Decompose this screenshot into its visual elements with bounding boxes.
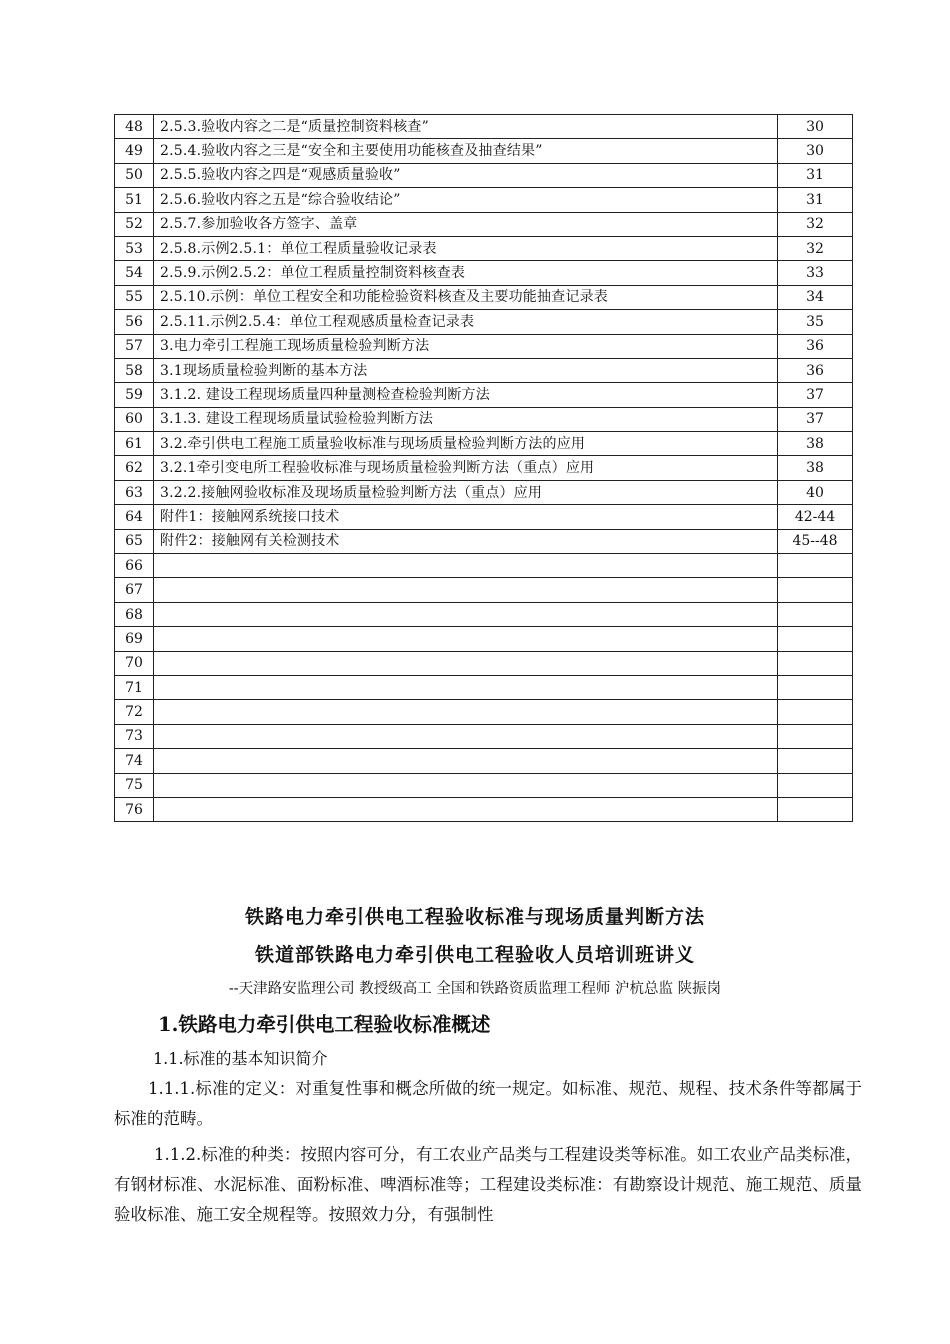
toc-row: [115, 358, 853, 382]
toc-row-page: [778, 675, 853, 699]
toc-row-number: 63: [115, 480, 154, 504]
toc-row-page: 31: [778, 163, 853, 187]
toc-row-page: [778, 651, 853, 675]
toc-row-title: [154, 797, 778, 821]
toc-row-page: [778, 554, 853, 578]
toc-row-page: 32: [778, 236, 853, 260]
toc-row: [115, 724, 853, 748]
toc-row-page: [778, 773, 853, 797]
paragraph-definition: 1.1.1.标准的定义：对重复性事和概念所做的统一规定。如标准、规范、规程、技术条件等都属于标准的范畴。: [114, 1079, 862, 1128]
toc-row-title: 3.电力牵引工程施工现场质量检验判断方法: [154, 334, 778, 358]
toc-row-number: 60: [115, 407, 154, 431]
toc-row: [115, 310, 853, 334]
toc-row-number: 65: [115, 529, 154, 553]
toc-row: [115, 236, 853, 260]
toc-row-page: 38: [778, 432, 853, 456]
toc-row-page: 37: [778, 383, 853, 407]
toc-row-page: 45--48: [778, 529, 853, 553]
toc-row-title: [154, 675, 778, 699]
toc-table: [114, 114, 853, 822]
document-title: 铁路电力牵引供电工程验收标准与现场质量判断方法: [244, 906, 705, 928]
toc-row-title: 2.5.6.验收内容之五是“综合验收结论”: [154, 188, 778, 212]
toc-row-number: 75: [115, 773, 154, 797]
toc-row-number: 73: [115, 724, 154, 748]
toc-row-title: [154, 749, 778, 773]
toc-row: [115, 749, 853, 773]
toc-row-title: [154, 578, 778, 602]
section-heading: 1.铁路电力牵引供电工程验收标准概述: [158, 1013, 491, 1036]
toc-row-title: 附件1：接触网系统接口技术: [154, 505, 778, 529]
toc-row-title: 3.1现场质量检验判断的基本方法: [154, 358, 778, 382]
toc-row-page: 38: [778, 456, 853, 480]
toc-row: [115, 261, 853, 285]
toc-row-title: [154, 724, 778, 748]
toc-row-title: [154, 651, 778, 675]
subsection-heading: 1.1.标准的基本知识简介: [153, 1049, 328, 1068]
toc-row-title: [154, 773, 778, 797]
toc-row-number: 57: [115, 334, 154, 358]
toc-row: [115, 675, 853, 699]
toc-row-title: [154, 554, 778, 578]
toc-row-title: [154, 602, 778, 626]
toc-row: [115, 797, 853, 821]
toc-row-page: [778, 602, 853, 626]
toc-row: [115, 407, 853, 431]
toc-row-number: 49: [115, 139, 154, 163]
toc-row: [115, 700, 853, 724]
toc-row-title: 2.5.5.验收内容之四是“观感质量验收”: [154, 163, 778, 187]
toc-row: [115, 480, 853, 504]
toc-row-page: [778, 724, 853, 748]
toc-row: [115, 212, 853, 236]
document-subtitle: 铁道部铁路电力牵引供电工程验收人员培训班讲义: [254, 944, 695, 966]
toc-row-title: 2.5.11.示例2.5.4：单位工程观感质量检查记录表: [154, 310, 778, 334]
toc-row-page: 30: [778, 115, 853, 139]
toc-row: [115, 285, 853, 309]
toc-row-title: 附件2：接触网有关检测技术: [154, 529, 778, 553]
toc-row: [115, 773, 853, 797]
toc-row-page: [778, 749, 853, 773]
toc-row-page: 33: [778, 261, 853, 285]
toc-row: [115, 139, 853, 163]
toc-row: [115, 188, 853, 212]
toc-row-number: 62: [115, 456, 154, 480]
toc-row-number: 51: [115, 188, 154, 212]
toc-row: [115, 602, 853, 626]
toc-row-title: [154, 627, 778, 651]
toc-row-number: 59: [115, 383, 154, 407]
toc-row-title: [154, 700, 778, 724]
toc-row-number: 52: [115, 212, 154, 236]
toc-row-title: 3.2.2.接触网验收标准及现场质量检验判断方法（重点）应用: [154, 480, 778, 504]
toc-row: [115, 554, 853, 578]
toc-row-number: 56: [115, 310, 154, 334]
toc-row: [115, 578, 853, 602]
toc-row: [115, 627, 853, 651]
toc-row-page: [778, 797, 853, 821]
toc-row-page: 36: [778, 358, 853, 382]
toc-row: [115, 383, 853, 407]
toc-row-page: 42-44: [778, 505, 853, 529]
toc-body: [115, 115, 853, 822]
toc-row-page: 35: [778, 310, 853, 334]
toc-row-page: 36: [778, 334, 853, 358]
toc-row-page: 30: [778, 139, 853, 163]
toc-row-title: 2.5.7.参加验收各方签字、盖章: [154, 212, 778, 236]
paragraph-types: 1.1.2.标准的种类：按照内容可分，有工农业产品类与工程建设类等标准。如工农业产品类标准，有钢材标准、水泥标准、面粉标准、啤酒标准等；工程建设类标准：有勘察设计规范、施工规范、质量验收标准、施工安全规程等。按照效力分，有强制性: [114, 1145, 862, 1224]
toc-row-page: 40: [778, 480, 853, 504]
toc-row: [115, 334, 853, 358]
toc-row-number: 69: [115, 627, 154, 651]
toc-row-number: 66: [115, 554, 154, 578]
toc-row-number: 53: [115, 236, 154, 260]
toc-row-page: 32: [778, 212, 853, 236]
toc-row: [115, 432, 853, 456]
toc-row-number: 68: [115, 602, 154, 626]
toc-row-page: [778, 627, 853, 651]
toc-row: [115, 115, 853, 139]
toc-row-title: 3.1.2. 建设工程现场质量四种量测检查检验判断方法: [154, 383, 778, 407]
toc-row-page: 31: [778, 188, 853, 212]
toc-row-number: 50: [115, 163, 154, 187]
toc-row: [115, 529, 853, 553]
toc-row-title: 2.5.10.示例：单位工程安全和功能检验资料核查及主要功能抽查记录表: [154, 285, 778, 309]
toc-row-number: 61: [115, 432, 154, 456]
toc-row: [115, 163, 853, 187]
toc-row-number: 64: [115, 505, 154, 529]
toc-row-number: 55: [115, 285, 154, 309]
toc-row-title: 2.5.8.示例2.5.1：单位工程质量验收记录表: [154, 236, 778, 260]
toc-row-number: 70: [115, 651, 154, 675]
author-byline: --天津路安监理公司 教授级高工 全国和铁路资质监理工程师 沪杭总监 陕振岗: [228, 981, 722, 997]
toc-row-number: 72: [115, 700, 154, 724]
toc-row-page: 37: [778, 407, 853, 431]
toc-row-number: 58: [115, 358, 154, 382]
toc-row: [115, 505, 853, 529]
toc-row-title: 2.5.9.示例2.5.2：单位工程质量控制资料核查表: [154, 261, 778, 285]
toc-row-number: 71: [115, 675, 154, 699]
toc-row-title: 3.2.牵引供电工程施工质量验收标准与现场质量检验判断方法的应用: [154, 432, 778, 456]
toc-row-title: 3.2.1牵引变电所工程验收标准与现场质量检验判断方法（重点）应用: [154, 456, 778, 480]
toc-row-page: [778, 578, 853, 602]
toc-row-title: 2.5.3.验收内容之二是“质量控制资料核查”: [154, 115, 778, 139]
toc-row-number: 76: [115, 797, 154, 821]
toc-row-number: 74: [115, 749, 154, 773]
toc-row: [115, 456, 853, 480]
toc-row-number: 67: [115, 578, 154, 602]
toc-row-number: 48: [115, 115, 154, 139]
toc-row-title: 2.5.4.验收内容之三是“安全和主要使用功能核查及抽查结果”: [154, 139, 778, 163]
toc-row-number: 54: [115, 261, 154, 285]
toc-row-page: 34: [778, 285, 853, 309]
toc-row-page: [778, 700, 853, 724]
toc-row-title: 3.1.3. 建设工程现场质量试验检验判断方法: [154, 407, 778, 431]
toc-row: [115, 651, 853, 675]
